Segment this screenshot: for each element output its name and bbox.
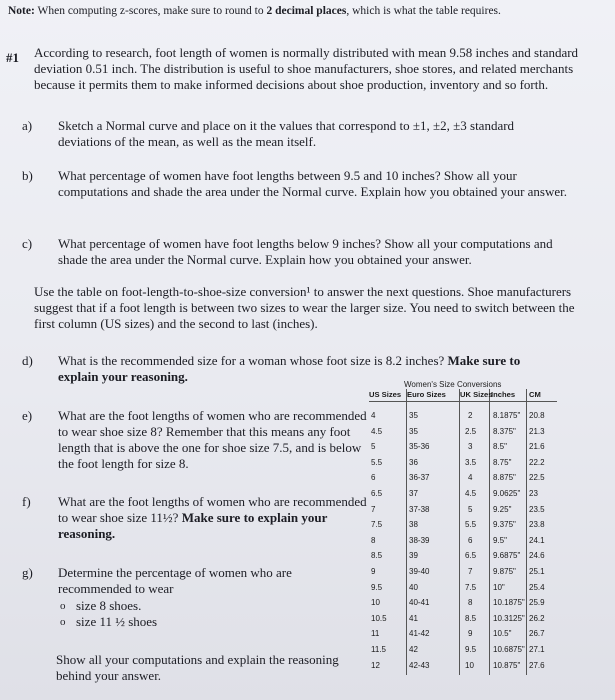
table-cell-uk: 2: [468, 411, 473, 420]
table-cell-uk: 4: [468, 473, 473, 483]
table-cell-uk: 4.5: [465, 489, 477, 498]
question-f-text: What are the foot lengths of women who are recommended to wear shoe size 11½?: [58, 494, 367, 525]
table-cell-cm: 24.1: [529, 535, 545, 545]
table-cell-cm: 23.5: [529, 504, 545, 514]
question-e-text: What are the foot lengths of women who are recommended to wear shoe size 8? Remember that this means any foot length that is above the one for shoe size 7.5, and is below the foot length for size 8.: [58, 408, 367, 471]
table-cell-cm: 27.6: [529, 660, 545, 670]
table-title: Women's Size Conversions: [404, 380, 502, 389]
table-cell-us: 6.5: [371, 489, 383, 498]
question-e-label: e): [22, 408, 33, 423]
show-work-instruction: Show all your computations and explain the reasoning behind your answer.: [56, 652, 339, 683]
table-cell-uk: 8: [468, 598, 473, 608]
table-cell-cm: 25.9: [529, 598, 545, 608]
table-cell-uk: 5.5: [465, 520, 477, 530]
table-cell-uk: 9.5: [465, 645, 477, 654]
table-cell-us: 9: [371, 567, 376, 576]
table-cell-us: 4: [371, 411, 376, 420]
table-cell-us: 9.5: [371, 582, 383, 592]
question-g-text: Determine the percentage of women who are recommended to wear: [58, 565, 292, 596]
table-cell-cm: 26.7: [529, 629, 545, 639]
table-header-cm: CM: [529, 390, 541, 399]
table-cell-euro: 42: [409, 645, 418, 654]
table-cell-uk: 9: [468, 629, 473, 639]
table-cell-us: 12: [371, 660, 380, 670]
table-cell-inches: 9.375": [493, 520, 516, 530]
table-cell-us: 11.5: [371, 645, 386, 654]
table-cell-euro: 41-42: [409, 629, 430, 639]
table-cell-uk: 7.5: [465, 582, 477, 592]
question-c: [22, 236, 558, 268]
question-d-text: What is the recommended size for a woman whose foot size is 8.2 inches?: [58, 353, 448, 368]
table-cell-cm: 23: [529, 489, 538, 498]
table-cell-inches: 10.1875": [493, 598, 525, 608]
question-f-bold: Make sure to explain your reasoning.: [58, 510, 328, 541]
question-f-label: f): [22, 494, 31, 509]
note-prefix: Note:: [8, 5, 35, 17]
table-column-rule: [489, 389, 490, 675]
table-cell-cm: 26.2: [529, 613, 545, 623]
subitem-size-8: o size 8 shoes.: [60, 598, 240, 614]
table-cell-uk: 5: [468, 504, 473, 514]
table-cell-euro: 36: [409, 457, 418, 467]
question-d-label: d): [22, 353, 33, 368]
table-cell-inches: 8.1875": [493, 411, 521, 420]
table-header-rule: [369, 401, 557, 402]
table-cell-inches: 10.6875": [493, 645, 525, 654]
question-g-label: g): [22, 565, 33, 580]
table-header-inches: Inches: [491, 390, 516, 399]
intro-paragraph: According to research, foot length of women is normally distributed with mean 9.58 inches and standard deviation 0.51 inch. The distribution is useful to shoe manufacturers, shoe stores, and related merchants because it permits them to make informed decisions about shoe production, inventory and so forth.: [34, 45, 579, 92]
table-cell-inches: 9.6875": [493, 551, 521, 561]
table-cell-us: 5.5: [371, 457, 383, 467]
table-cell-euro: 37: [409, 489, 418, 498]
note-text-after: , which is what the table requires.: [346, 5, 501, 17]
table-cell-us: 11: [371, 629, 380, 639]
table-cell-cm: 25.4: [529, 582, 545, 592]
table-cell-us: 10.5: [371, 613, 387, 623]
table-header-euro: Euro Sizes: [407, 390, 446, 399]
table-cell-euro: 38: [409, 520, 418, 530]
table-cell-euro: 35-36: [409, 442, 430, 452]
table-cell-uk: 7: [468, 567, 473, 576]
table-cell-us: 5: [371, 442, 376, 452]
table-cell-us: 4.5: [371, 426, 383, 436]
table-cell-euro: 39-40: [409, 567, 430, 576]
question-c-label: c): [22, 236, 33, 251]
table-cell-euro: 37-38: [409, 504, 430, 514]
table-cell-cm: 21.6: [529, 442, 545, 452]
table-header-uk: UK Sizes: [460, 390, 493, 399]
table-cell-inches: 8.375": [493, 426, 516, 436]
table-cell-euro: 42-43: [409, 660, 430, 670]
question-f: [22, 494, 378, 542]
table-cell-uk: 6: [468, 535, 473, 545]
table-header-us: US Sizes: [369, 390, 402, 399]
table-cell-euro: 40: [409, 582, 418, 592]
table-cell-inches: 8.875": [493, 473, 516, 483]
question-b: [22, 168, 568, 200]
question-d-bold: Make sure to explain your reasoning.: [58, 353, 521, 384]
question-e: [22, 408, 378, 472]
use-table-paragraph: Use the table on foot-length-to-shoe-size conversion¹ to answer the next questions. Shoe manufacturers suggest that if a foot length is between two sizes to wear the larger size. You need to switch between the first column (US sizes) and the second to last (inches).: [34, 284, 575, 331]
table-cell-euro: 38-39: [409, 535, 430, 545]
question-c-text: What percentage of women have foot lengths below 9 inches? Show all your computations and shade the area under the Normal curve. Explain how you obtained your answer.: [58, 236, 553, 267]
table-cell-euro: 35: [409, 411, 418, 420]
table-cell-inches: 10.5": [493, 629, 512, 639]
note-bold-phrase: 2 decimal places: [266, 5, 347, 17]
question-b-label: b): [22, 168, 33, 183]
table-cell-uk: 8.5: [465, 613, 477, 623]
table-cell-uk: 10: [465, 660, 474, 670]
question-b-text: What percentage of women have foot lengths between 9.5 and 10 inches? Show all your computations and shade the area under the Normal curve. Explain how you obtained your answer.: [58, 168, 568, 199]
table-cell-cm: 25.1: [529, 567, 545, 576]
table-column-rule: [459, 389, 460, 675]
question-a: [22, 118, 558, 150]
table-cell-us: 7: [371, 504, 376, 514]
question-a-text: Sketch a Normal curve and place on it the values that correspond to ±1, ±2, ±3 standard deviations of the mean, as well as the mean itself.: [58, 118, 515, 149]
question-g-subitems: [60, 598, 240, 630]
table-cell-inches: 9.0625": [493, 489, 521, 498]
table-cell-cm: 20.8: [529, 411, 545, 420]
table-cell-euro: 40-41: [409, 598, 430, 608]
problem-number: #1: [6, 50, 19, 65]
table-cell-inches: 9.25": [493, 504, 512, 514]
table-cell-inches: 9.875": [493, 567, 516, 576]
table-cell-cm: 23.8: [529, 520, 545, 530]
table-cell-cm: 24.6: [529, 551, 545, 561]
table-cell-inches: 10.3125": [493, 613, 525, 623]
table-cell-euro: 35: [409, 426, 418, 436]
note-text-before: When computing z-scores, make sure to round to: [34, 5, 267, 17]
table-cell-inches: 9.5": [493, 535, 507, 545]
table-cell-cm: 21.3: [529, 426, 545, 436]
table-column-rule: [526, 389, 527, 675]
table-cell-uk: 6.5: [465, 551, 477, 561]
table-cell-cm: 27.1: [529, 645, 545, 654]
table-cell-cm: 22.5: [529, 473, 545, 483]
table-column-rule: [406, 389, 407, 675]
table-cell-us: 8.5: [371, 551, 383, 561]
question-g: [22, 565, 358, 597]
subitem-size-11-half: o size 11 ½ shoes: [60, 614, 240, 630]
rounding-note: [8, 4, 568, 18]
table-cell-us: 8: [371, 535, 376, 545]
table-cell-us: 6: [371, 473, 376, 483]
question-a-label: a): [22, 118, 33, 133]
table-cell-us: 10: [371, 598, 380, 608]
table-cell-uk: 2.5: [465, 426, 477, 436]
table-cell-inches: 10.875": [493, 660, 521, 670]
table-cell-euro: 39: [409, 551, 418, 561]
table-cell-us: 7.5: [371, 520, 383, 530]
table-cell-uk: 3: [468, 442, 473, 452]
table-cell-uk: 3.5: [465, 457, 477, 467]
table-cell-euro: 36-37: [409, 473, 430, 483]
table-cell-inches: 8.75": [493, 457, 512, 467]
table-cell-inches: 8.5": [493, 442, 507, 452]
table-cell-cm: 22.2: [529, 457, 545, 467]
table-cell-euro: 41: [409, 613, 418, 623]
size-conversion-table: [369, 389, 557, 675]
table-cell-inches: 10": [493, 582, 505, 592]
